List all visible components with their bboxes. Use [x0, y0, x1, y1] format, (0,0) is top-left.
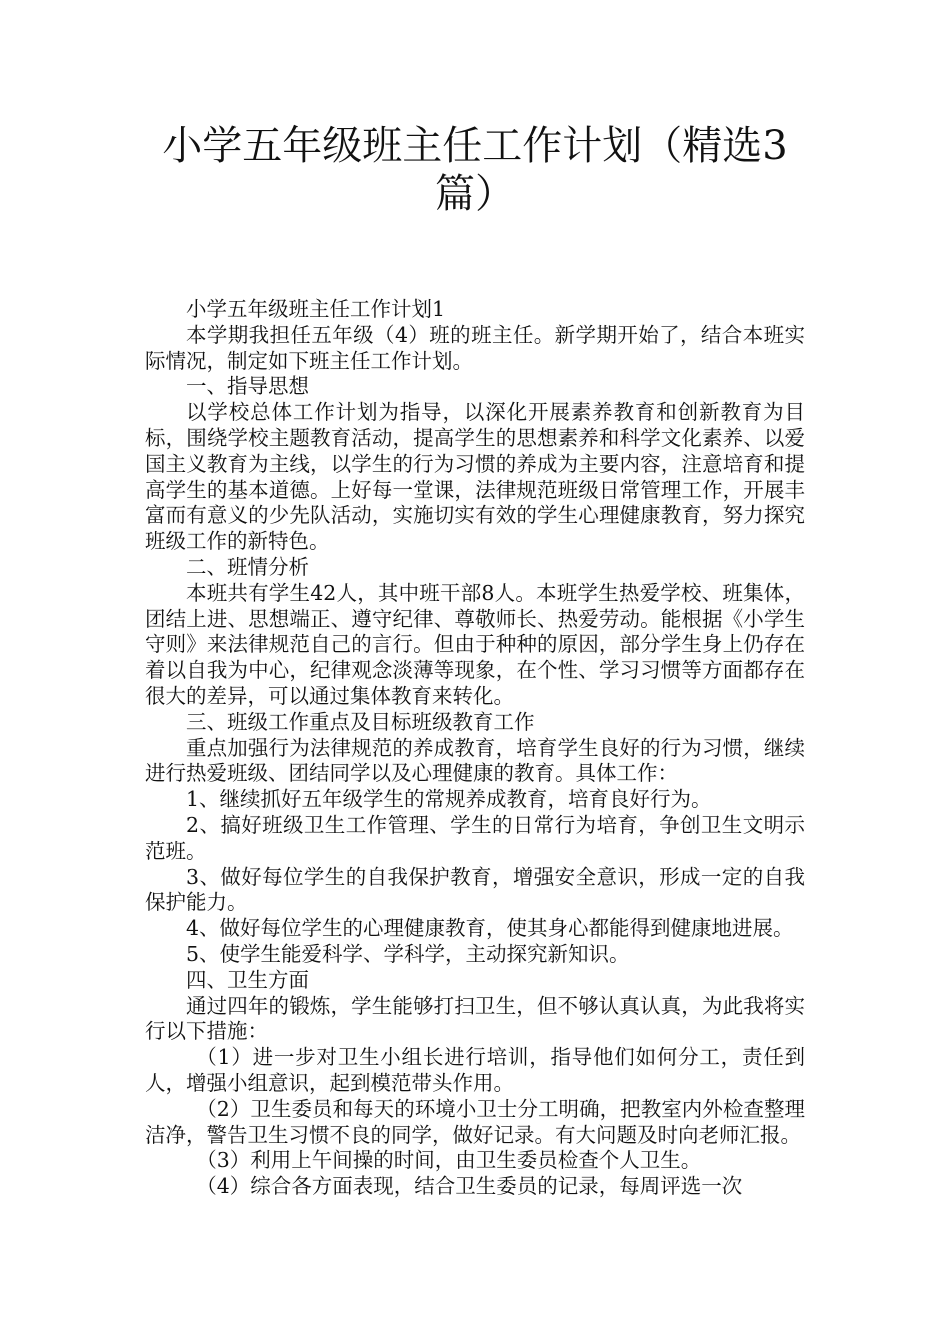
- subsection-heading: 三、班级工作重点及目标班级教育工作: [186, 709, 535, 734]
- measure-item: （3）利用上午间操的时间，由卫生委员检查个人卫生。: [196, 1148, 702, 1173]
- paragraph: 本班共有学生42人，其中班干部8人。本班学生热爱学校、班集体，团结上进、思想端正、遵守纪律、尊敬师长、热爱劳动。能根据《小学生守则》来法律规范自己的言行。但由于种种的原因，部分学生身上仍存在着以自我为中心，纪律观念淡薄等现象，在个性、学习习惯等方面都存在很大的差异，可以通过集体教育来转化。: [145, 580, 805, 708]
- section-heading: 小学五年级班主任工作计划1: [186, 297, 446, 321]
- subsection-heading: 一、指导思想: [186, 374, 309, 399]
- document-title: 小学五年级班主任工作计划（精选3篇）: [162, 123, 788, 217]
- list-item: 5、使学生能爱科学、学科学，主动探究新知识。: [186, 941, 630, 966]
- measure-item: （2）卫生委员和每天的环境小卫士分工明确，把教室内外检查整理洁净，警告卫生习惯不良的同学，做好记录。有大问题及时向老师汇报。: [145, 1096, 805, 1147]
- measure-item: （1）进一步对卫生小组长进行培训，指导他们如何分工，责任到人，增强小组意识，起到模范带头作用。: [145, 1045, 805, 1095]
- list-item: 3、做好每位学生的自我保护教育，增强安全意识，形成一定的自我保护能力。: [145, 864, 805, 915]
- paragraph: 以学校总体工作计划为指导，以深化开展素养教育和创新教育为目标，围绕学校主题教育活动，提高学生的思想素养和科学文化素养、以爱国主义教育为主线，以学生的行为习惯的养成为主要内容，注意培育和提高学生的基本道德。上好每一堂课，法律规范班级日常管理工作，开展丰富而有意义的少先队活动，实施切实有效的学生心理健康教育，努力探究班级工作的新特色。: [145, 400, 805, 554]
- list-item: 4、做好每位学生的心理健康教育，使其身心都能得到健康地进展。: [186, 916, 794, 941]
- paragraph: 本学期我担任五年级（4）班的班主任。新学期开始了，结合本班实际情况，制定如下班主任工作计划。: [145, 322, 805, 373]
- list-item: 1、继续抓好五年级学生的常规养成教育，培育良好行为。: [186, 787, 712, 812]
- paragraph: 重点加强行为法律规范的养成教育，培育学生良好的行为习惯，继续进行热爱班级、团结同学以及心理健康的教育。具体工作：: [145, 735, 805, 786]
- subsection-heading: 二、班情分析: [186, 554, 309, 579]
- list-item: 2、搞好班级卫生工作管理、学生的日常行为培育，争创卫生文明示范班。: [145, 812, 805, 863]
- measure-item: （4）综合各方面表现，结合卫生委员的记录，每周评选一次: [196, 1174, 743, 1199]
- document-body: [145, 297, 805, 1200]
- paragraph: 通过四年的锻炼，学生能够打扫卫生，但不够认真认真，为此我将实行以下措施：: [145, 993, 805, 1044]
- subsection-heading: 四、卫生方面: [186, 967, 309, 992]
